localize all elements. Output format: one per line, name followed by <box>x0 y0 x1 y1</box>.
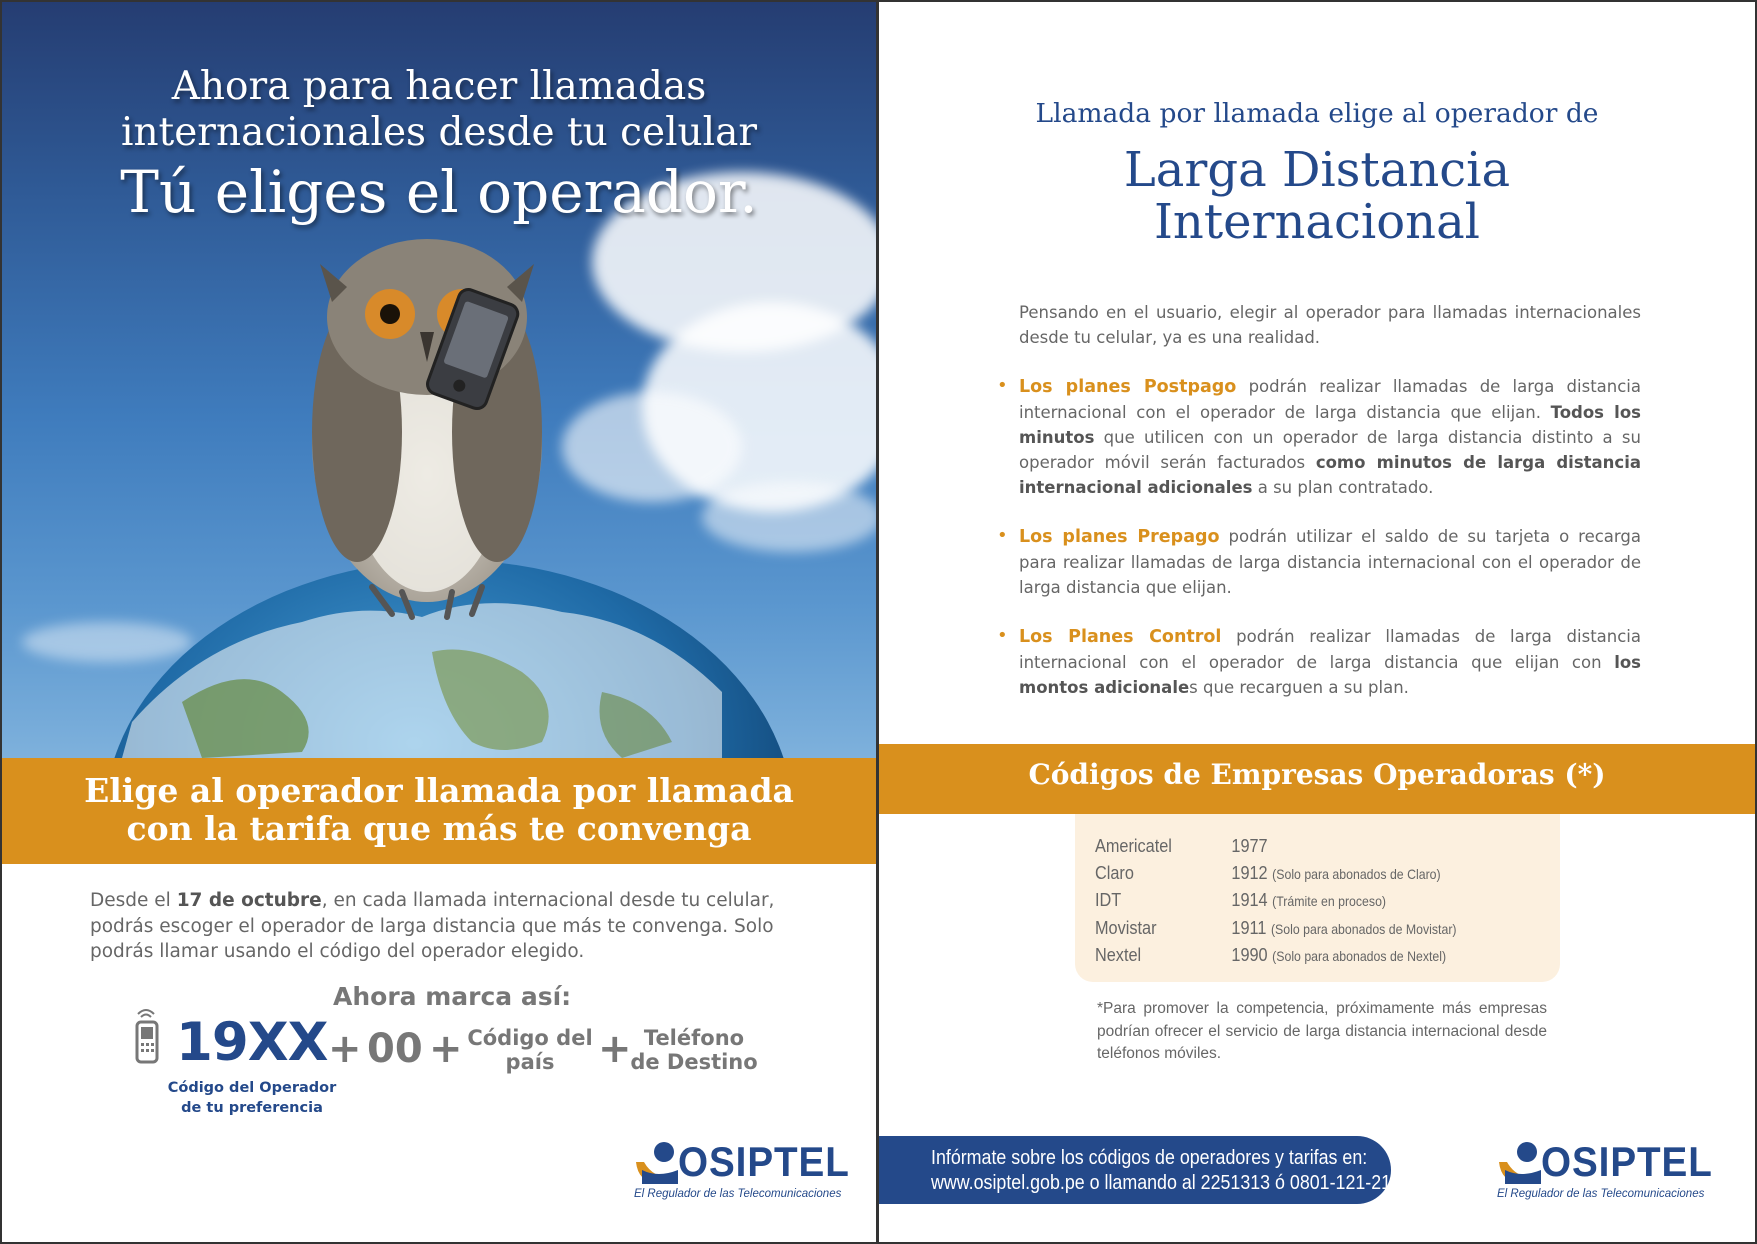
headline-line-1: Ahora para hacer llamadas <box>171 64 707 109</box>
orange-banner <box>2 758 876 864</box>
intro-text-start: Desde el <box>90 890 177 911</box>
control-paragraph <box>1019 624 1641 700</box>
control-bold: los montos adicionale <box>1019 653 1641 697</box>
main-headline <box>2 64 876 226</box>
operator-code-value: 1977 <box>1231 835 1268 856</box>
osiptel-tagline: El Regulador de las Telecomunicaciones <box>1497 1188 1705 1200</box>
right-subtitle: Llamada por llamada elige al operador de <box>1035 98 1599 129</box>
country-code-line-2: país <box>505 1050 555 1074</box>
international-prefix: 00 <box>367 1026 423 1072</box>
control-text-2: s que recarguen a su plan. <box>1189 678 1409 697</box>
osiptel-wordmark: OSIPTEL <box>678 1138 850 1185</box>
right-title-line-2: Internacional <box>1153 194 1481 250</box>
intro-date: 17 de octubre <box>176 890 322 911</box>
operator-row <box>1095 944 1446 966</box>
operator-code-value: 1990 <box>1231 944 1268 965</box>
code-caption-line-2: de tu preferencia <box>181 1100 323 1116</box>
headline-line-2: internacionales desde tu celular <box>120 110 758 155</box>
operator-name: Movistar <box>1095 917 1157 938</box>
plus-sign-3: + <box>598 1026 632 1072</box>
footnote: *Para promover la competencia, próximamente más empresas podrían ofrecer el servicio de larga distancia internacional desde teléfonos móviles. <box>1097 1000 1547 1062</box>
plus-sign-1: + <box>328 1026 362 1072</box>
country-code-label <box>465 1026 595 1074</box>
operator-note: (Solo para abonados de Claro) <box>1272 866 1441 882</box>
operator-name: Nextel <box>1095 944 1142 965</box>
operator-row <box>1095 889 1386 911</box>
operator-code-value: 1911 <box>1231 917 1267 938</box>
intro-text-end: , en cada llamada internacional desde tu celular, podrás escoger el operador de larga distancia que más te convenga. Solo podrás llamar usando el código del operador elegido. <box>90 890 775 962</box>
operator-code-caption <box>167 1078 337 1118</box>
info-banner <box>879 1136 1391 1204</box>
bullet-marker: • <box>997 375 1008 396</box>
right-page <box>877 0 1757 1244</box>
operator-codes-table <box>1075 814 1560 982</box>
postpago-text-1: podrán realizar llamadas de larga distancia internacional con el operador de larga distancia que elijan. <box>1019 377 1642 422</box>
banner-line-2: con la tarifa que más te convenga <box>126 809 752 848</box>
operator-code: 19XX <box>176 1012 328 1073</box>
dial-instructions-title: Ahora marca así: <box>333 982 572 1011</box>
operator-code-value: 1914 <box>1231 889 1268 910</box>
headline-line-3: Tú eliges el operador. <box>120 158 758 226</box>
control-text-1: podrán realizar llamadas de larga distancia internacional con el operador de larga distancia que elijan con <box>1019 627 1642 672</box>
operator-name: Americatel <box>1095 835 1172 856</box>
right-title <box>879 144 1755 248</box>
operator-name: IDT <box>1095 889 1122 910</box>
plus-sign-2: + <box>429 1026 463 1072</box>
osiptel-emblem-icon <box>634 1140 680 1186</box>
operator-note: (Solo para abonados de Movistar) <box>1270 921 1457 937</box>
operator-row <box>1095 862 1441 884</box>
operator-name: Claro <box>1095 862 1134 883</box>
bullet-marker: • <box>997 625 1008 646</box>
dial-format <box>132 1004 832 1116</box>
operator-note: (Solo para abonados de Nextel) <box>1272 948 1447 964</box>
operator-row <box>1095 917 1457 939</box>
right-intro-paragraph: Pensando en el usuario, elegir al operador para llamadas internacionales desde tu celular, ya es una realidad. <box>1019 303 1641 347</box>
postpago-paragraph <box>1019 374 1641 500</box>
intro-paragraph <box>90 888 790 965</box>
postpago-bold-2: como minutos de larga distancia internacional adicionales <box>1019 453 1641 497</box>
operator-row <box>1095 835 1268 857</box>
control-heading: Los Planes Control <box>1019 627 1222 647</box>
left-page <box>0 0 878 1244</box>
prepago-heading: Los planes Prepago <box>1019 527 1220 547</box>
postpago-heading: Los planes Postpago <box>1019 377 1237 397</box>
bullet-marker: • <box>997 525 1008 546</box>
osiptel-tagline: El Regulador de las Telecomunicaciones <box>634 1188 842 1200</box>
country-code-line-1: Código del <box>467 1026 593 1050</box>
cellphone-signal-icon <box>132 1004 172 1074</box>
osiptel-emblem-icon <box>1497 1140 1543 1186</box>
postpago-text-2: que utilicen con un operador de larga distancia distinto a su operador móvil serán facturados <box>1019 428 1641 472</box>
destination-line-1: Teléfono <box>643 1026 745 1050</box>
osiptel-logo <box>1497 1138 1727 1208</box>
banner-line-1: Elige al operador llamada por llamada <box>84 771 794 810</box>
info-contact-line[interactable]: www.osiptel.gob.pe o llamando al 2251313 ó 0801-121-21 <box>931 1171 1392 1194</box>
prepago-paragraph <box>1019 524 1641 600</box>
operator-code-value: 1912 <box>1231 862 1268 883</box>
codes-banner <box>879 744 1755 814</box>
info-line-1: Infórmate sobre los códigos de operadores y tarifas en: <box>931 1146 1368 1169</box>
operator-note: (Trámite en proceso) <box>1272 893 1387 909</box>
destination-line-2: de Destino <box>630 1050 758 1074</box>
prepago-text: podrán utilizar el saldo de su tarjeta o recarga para realizar llamadas de larga distancia internacional con el operador de larga distancia que elijan. <box>1019 527 1641 597</box>
osiptel-logo <box>634 1138 864 1208</box>
codes-title: Códigos de Empresas Operadoras (*) <box>1028 758 1606 791</box>
destination-phone-label <box>629 1026 759 1074</box>
right-title-line-1: Larga Distancia <box>1123 142 1511 198</box>
postpago-text-3: a su plan contratado. <box>1252 478 1434 497</box>
code-caption-line-1: Código del Operador <box>167 1080 337 1096</box>
osiptel-wordmark: OSIPTEL <box>1541 1138 1713 1185</box>
postpago-bold-1: Todos los minutos <box>1019 403 1641 447</box>
